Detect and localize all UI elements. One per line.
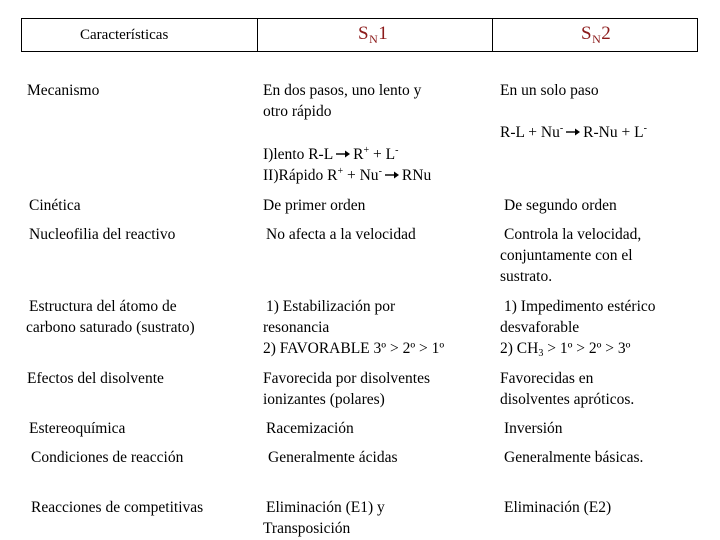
comparison-table (21, 18, 698, 540)
sn1-estructura-line1: 1) Estabilización por (266, 298, 396, 315)
header-divider (21, 51, 698, 52)
table-border-right (697, 18, 698, 51)
row-label-estereoquimica: Estereoquímica (29, 420, 126, 437)
sn2-estereoquimica: Inversión (504, 420, 563, 437)
sn2-cinetica: De segundo orden (504, 197, 617, 214)
right-arrow-icon (336, 149, 350, 159)
row-label-disolvente: Efectos del disolvente (27, 370, 164, 387)
sn2-competitivas: Eliminación (E2) (504, 499, 612, 516)
sn1-disolvente-line1: Favorecida por disolventes (263, 370, 431, 387)
row-label-condiciones: Condiciones de reacción (31, 449, 184, 466)
sn2-estructura-line3: 2) $CH_3$ > 1º > 2º > 3º (500, 340, 631, 359)
sn1-nucleofilia: No afecta a la velocidad (266, 226, 416, 243)
sn1-estructura-line3: 2) FAVORABLE 3º > 2º > 1º (263, 340, 445, 357)
sn1-estructura-line2: resonancia (263, 319, 330, 336)
sn2-condiciones: Generalmente básicas. (504, 449, 644, 466)
table-border-top (21, 18, 698, 19)
row-label-cinetica: Cinética (29, 197, 81, 214)
right-arrow-icon (385, 170, 399, 180)
sn1-mecanismo-step1: I)lento R-L R+ + L- (263, 145, 399, 163)
row-label-nucleofilia: Nucleofilia del reactivo (29, 226, 176, 243)
sn2-mecanismo-line1: En un solo paso (500, 82, 599, 99)
sn2-disolvente-line1: Favorecidas en (500, 370, 594, 387)
sn1-estereoquimica: Racemización (266, 420, 354, 437)
row-label-estructura-line2: carbono saturado (sustrato) (26, 319, 195, 336)
sn1-cinetica: De primer orden (263, 197, 366, 214)
sn1-mecanismo-line1: En dos pasos, uno lento y (263, 82, 422, 99)
sn1-mecanismo-line2: otro rápido (263, 103, 332, 120)
row-label-competitivas: Reacciones de competitivas (31, 499, 204, 516)
sn1-disolvente-line2: ionizantes (polares) (263, 391, 385, 408)
sn2-nucleofilia-line3: sustrato. (500, 268, 553, 285)
column-divider-2 (492, 18, 493, 51)
sn2-disolvente-line2: disolventes apróticos. (500, 391, 635, 408)
sn1-competitivas-line2: Transposición (263, 520, 351, 537)
header-sn2: $S_N2$ (581, 23, 612, 46)
sn1-mecanismo-step2: II)Rápido R+ + Nu- RNu (263, 166, 432, 184)
sn2-nucleofilia-line1: Controla la velocidad, (504, 226, 642, 243)
sn2-estructura-line1: 1) Impedimento estérico (504, 298, 656, 315)
sn1-competitivas-line1: Eliminación (E1) y (266, 499, 385, 516)
header-sn1: $S_N1$ (358, 23, 389, 46)
sn1-condiciones: Generalmente ácidas (268, 449, 398, 466)
row-label-mecanismo: Mecanismo (27, 82, 100, 99)
sn2-estructura-line2: desvaforable (500, 319, 580, 336)
right-arrow-icon (566, 127, 580, 137)
sn2-mecanismo-equation: R-L + Nu- R-Nu + L- (500, 123, 647, 141)
sn2-nucleofilia-line2: conjuntamente con el (500, 247, 633, 264)
column-divider-1 (257, 18, 258, 51)
header-caracteristicas: Características (80, 27, 169, 43)
table-border-left (21, 18, 22, 51)
row-label-estructura-line1: Estructura del átomo de (29, 298, 177, 315)
